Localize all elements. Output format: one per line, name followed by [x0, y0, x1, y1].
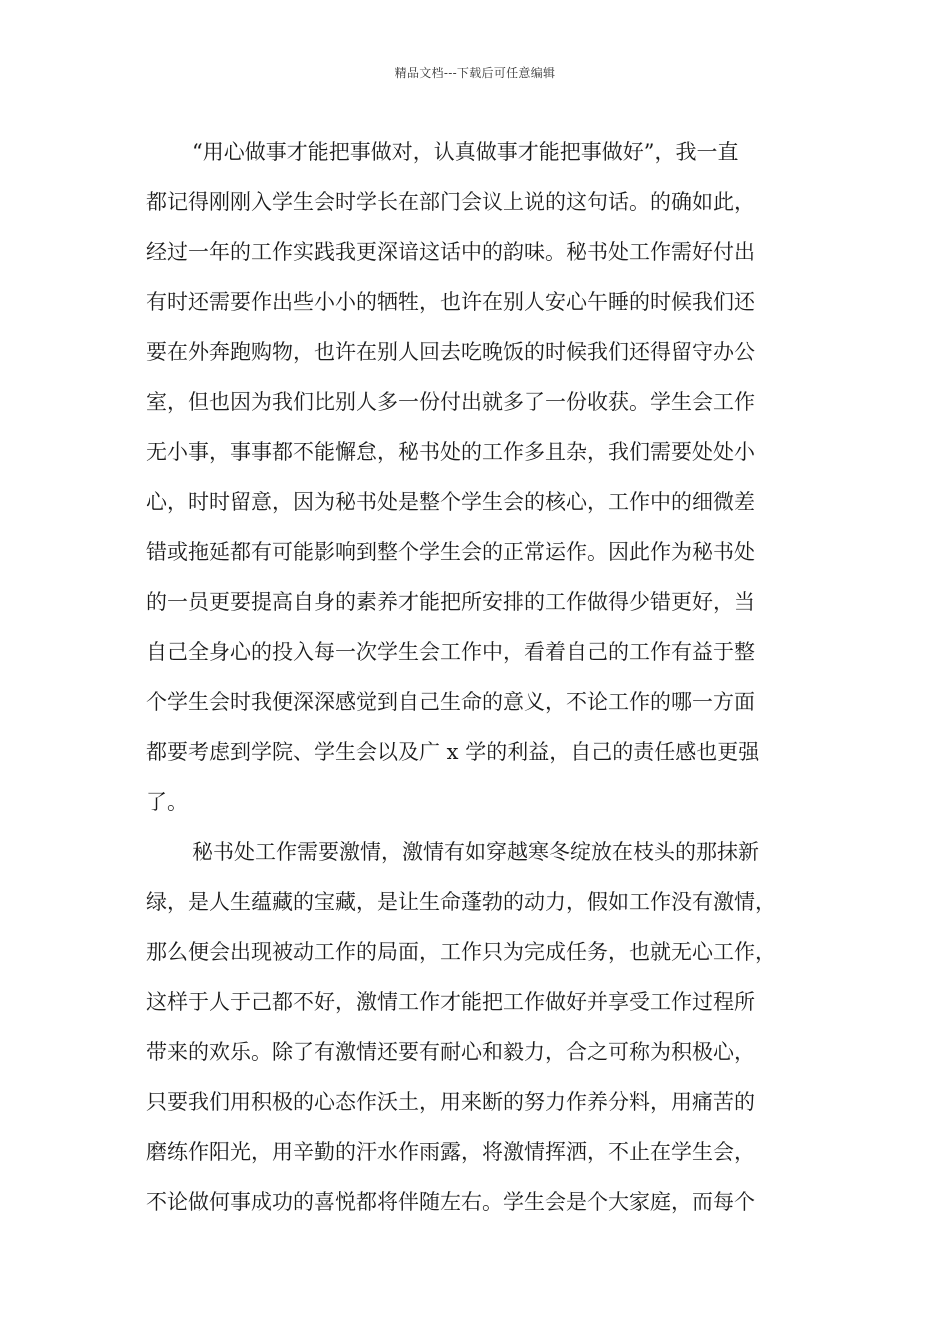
text-line: 的一员更要提高自身的素养才能把所安排的工作做得少错更好，当 [146, 590, 755, 614]
text-line: 带来的欢乐。除了有激情还要有耐心和毅力，合之可称为积极心， [146, 1040, 755, 1064]
text-line: 要在外奔跑购物，也许在别人回去吃晚饭的时候我们还得留守办公 [146, 340, 755, 364]
text-line: 那么便会出现被动工作的局面，工作只为完成任务，也就无心工作， [146, 940, 776, 964]
text-line: 经过一年的工作实践我更深谙这话中的韵味。秘书处工作需好付出 [146, 240, 755, 264]
text-line: 了。 [146, 790, 188, 814]
text-line: 不论做何事成功的喜悦都将伴随左右。学生会是个大家庭，而每个 [146, 1190, 755, 1214]
document-body [146, 127, 816, 1227]
paragraph-1 [146, 127, 816, 827]
text-line: 错或拖延都有可能影响到整个学生会的正常运作。因此作为秘书处 [146, 540, 755, 564]
text-line: 都要考虑到学院、学生会以及广 x 学的利益，自己的责任感也更强 [146, 740, 760, 764]
text-line: 都记得刚刚入学生会时学长在部门会议上说的这句话。的确如此， [146, 190, 755, 214]
text-line: 自己全身心的投入每一次学生会工作中，看着自己的工作有益于整 [146, 640, 755, 664]
text-line: 无小事，事事都不能懈怠，秘书处的工作多且杂，我们需要处处小 [146, 440, 755, 464]
text-line: 这样于人于己都不好，激情工作才能把工作做好并享受工作过程所 [146, 990, 755, 1014]
text-line: 秘书处工作需要激情，激情有如穿越寒冬绽放在枝头的那抹新 [192, 840, 759, 864]
text-line: 磨练作阳光，用辛勤的汗水作雨露，将激情挥洒，不止在学生会， [146, 1140, 755, 1164]
text-line: 只要我们用积极的心态作沃土，用来断的努力作养分料，用痛苦的 [146, 1090, 755, 1114]
text-line: 个学生会时我便深深感觉到自己生命的意义，不论工作的哪一方面 [146, 690, 755, 714]
text-line: 有时还需要作出些小小的牺牲，也许在别人安心午睡的时候我们还 [146, 290, 755, 314]
text-line: “用心做事才能把事做对，认真做事才能把事做好”，我一直 [192, 140, 739, 164]
page-header: 精品文档---下载后可任意编辑 [394, 66, 556, 80]
text-line: 绿，是人生蕴藏的宝藏，是让生命蓬勃的动力，假如工作没有激情， [146, 890, 776, 914]
text-line: 室，但也因为我们比别人多一份付出就多了一份收获。学生会工作 [146, 390, 755, 414]
paragraph-2 [146, 827, 816, 1227]
text-line: 心，时时留意，因为秘书处是整个学生会的核心，工作中的细微差 [146, 490, 755, 514]
